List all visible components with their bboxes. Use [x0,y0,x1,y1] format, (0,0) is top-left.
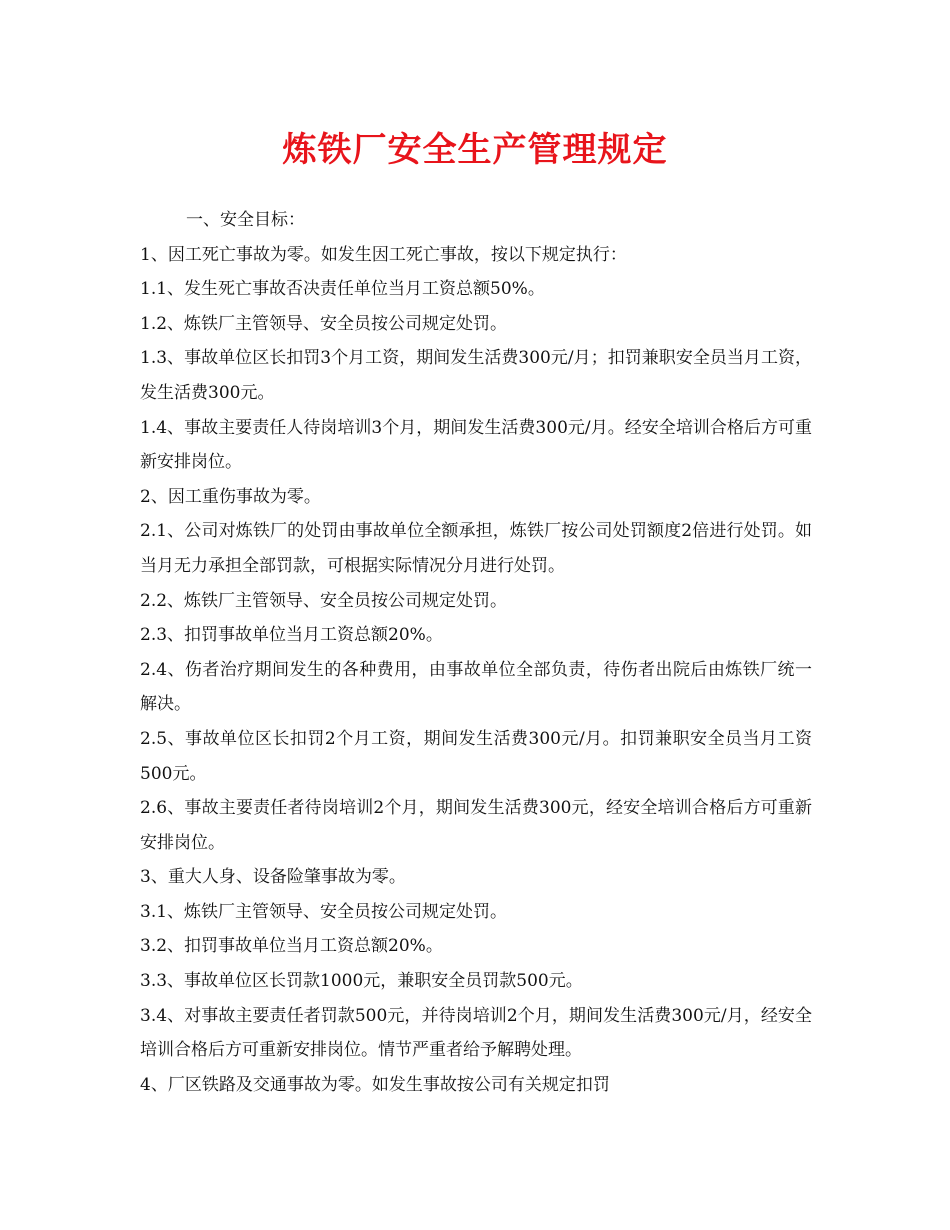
paragraph-1: 1、因工死亡事故为零。如发生因工死亡事故，按以下规定执行： [140,244,627,265]
paragraph-2-4: 2.4、伤者治疗期间发生的各种费用，由事故单位全部负责，待伤者出院后由炼铁厂统一解决。 [140,659,812,715]
paragraph-2-2: 2.2、炼铁厂主管领导、安全员按公司规定处罚。 [140,590,508,611]
paragraph-1-4: 1.4、事故主要责任人待岗培训3个月，期间发生活费300元/月。经安全培训合格后方可重新安排岗位。 [140,417,812,473]
paragraph-2-5: 2.5、事故单位区长扣罚2个月工资，期间发生活费300元/月。扣罚兼职安全员当月工资500元。 [140,728,812,784]
section-heading-safety-goals: 一、安全目标： [186,210,305,230]
paragraph-2-6: 2.6、事故主要责任者待岗培训2个月，期间发生活费300元，经安全培训合格后方可重新安排岗位。 [140,798,812,853]
paragraph-1-1: 1.1、发生死亡事故否决责任单位当月工资总额50%。 [140,279,545,300]
paragraph-1-3: 1.3、事故单位区长扣罚3个月工资，期间发生活费300元/月；扣罚兼职安全员当月工资，发生活费300元。 [140,348,812,403]
paragraph-1-2: 1.2、炼铁厂主管领导、安全员按公司规定处罚。 [140,313,508,334]
paragraph-4: 4、厂区铁路及交通事故为零。如发生事故按公司有关规定扣罚 [140,1074,610,1095]
paragraph-3-1: 3.1、炼铁厂主管领导、安全员按公司规定处罚。 [140,901,508,922]
paragraph-3-4: 3.4、对事故主要责任者罚款500元，并待岗培训2个月，期间发生活费300元/月，经安全培训合格后方可重新安排岗位。情节严重者给予解聘处理。 [140,1005,812,1061]
paragraph-2-3: 2.3、扣罚事故单位当月工资总额20%。 [140,625,443,646]
paragraph-3: 3、重大人身、设备险肇事故为零。 [140,867,406,888]
document-body [140,203,812,1102]
document-title: 炼铁厂安全生产管理规定 [282,130,668,170]
paragraph-3-2: 3.2、扣罚事故单位当月工资总额20%。 [140,936,443,957]
paragraph-2-1: 2.1、公司对炼铁厂的处罚由事故单位全额承担，炼铁厂按公司处罚额度2倍进行处罚。如当月无力承担全部罚款，可根据实际情况分月进行处罚。 [140,521,812,576]
paragraph-2: 2、因工重伤事故为零。 [140,486,321,507]
paragraph-3-3: 3.3、事故单位区长罚款1000元，兼职安全员罚款500元。 [140,971,583,992]
